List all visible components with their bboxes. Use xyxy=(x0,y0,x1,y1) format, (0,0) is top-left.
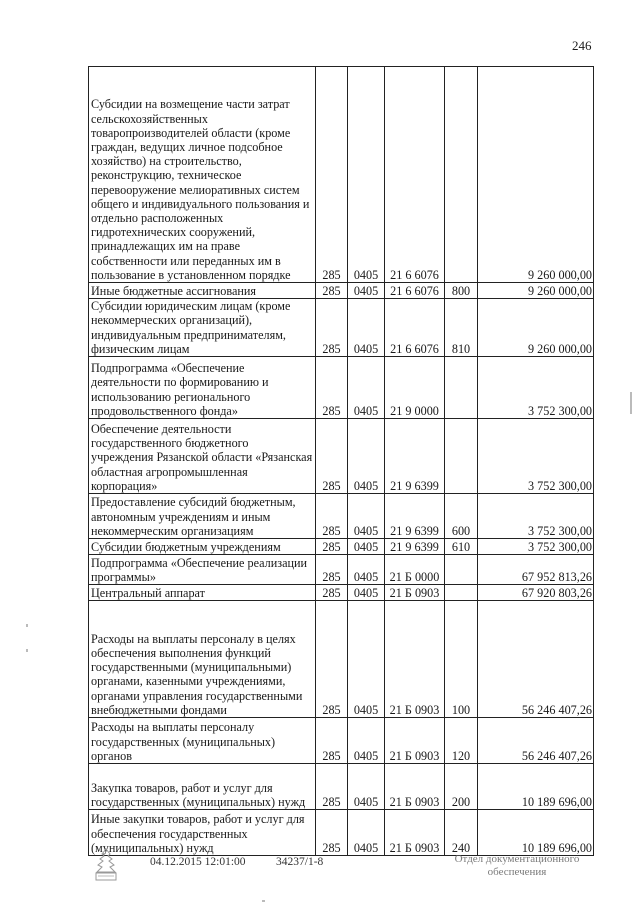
footer-code: 34237/1-8 xyxy=(276,856,324,868)
row-rz: 0405 xyxy=(348,601,385,718)
row-amount: 9 260 000,00 xyxy=(478,299,594,357)
row-gr: 285 xyxy=(316,585,348,601)
row-name: Расходы на выплаты персоналу в целях обеспечения выполнения функций государственными (муниципальными) органами, казенными учреждениями, органами управления государственными внебюджетными фондами xyxy=(89,601,316,718)
stamp-line-2: обеспечения xyxy=(487,866,547,878)
stamp-line-1: Отдел документационного xyxy=(454,853,580,865)
row-name: Субсидии юридическим лицам (кроме некоммерческих организаций), индивидуальным предпринимателям, физическим лицам xyxy=(89,299,316,357)
row-gr: 285 xyxy=(316,601,348,718)
row-amount: 3 752 300,00 xyxy=(478,357,594,419)
row-cs: 21 Б 0903 xyxy=(385,810,445,856)
row-name: Иные закупки товаров, работ и услуг для обеспечения государственных (муниципальных) нужд xyxy=(89,810,316,856)
row-cs: 21 9 6399 xyxy=(385,494,445,539)
row-amount: 56 246 407,26 xyxy=(478,601,594,718)
row-rz: 0405 xyxy=(348,585,385,601)
row-rz: 0405 xyxy=(348,357,385,419)
row-vr: 200 xyxy=(445,764,478,810)
table-row xyxy=(89,539,594,555)
row-cs: 21 Б 0903 xyxy=(385,718,445,764)
row-amount: 3 752 300,00 xyxy=(478,419,594,494)
row-vr xyxy=(445,419,478,494)
row-cs: 21 6 6076 xyxy=(385,67,445,283)
row-vr xyxy=(445,67,478,283)
row-amount: 3 752 300,00 xyxy=(478,539,594,555)
row-vr: 120 xyxy=(445,718,478,764)
row-name: Подпрограмма «Обеспечение реализации программы» xyxy=(89,555,316,585)
row-vr xyxy=(445,585,478,601)
row-rz: 0405 xyxy=(348,539,385,555)
row-amount: 56 246 407,26 xyxy=(478,718,594,764)
row-gr: 285 xyxy=(316,810,348,856)
row-gr: 285 xyxy=(316,283,348,299)
scan-mark xyxy=(630,392,632,414)
row-vr: 100 xyxy=(445,601,478,718)
row-rz: 0405 xyxy=(348,718,385,764)
row-amount: 10 189 696,00 xyxy=(478,764,594,810)
row-cs: 21 Б 0903 xyxy=(385,585,445,601)
row-cs: 21 9 0000 xyxy=(385,357,445,419)
row-cs: 21 6 6076 xyxy=(385,283,445,299)
row-vr: 810 xyxy=(445,299,478,357)
row-vr xyxy=(445,555,478,585)
budget-table xyxy=(88,66,594,856)
row-cs: 21 Б 0000 xyxy=(385,555,445,585)
row-rz: 0405 xyxy=(348,555,385,585)
row-amount: 10 189 696,00 xyxy=(478,810,594,856)
department-stamp xyxy=(438,853,596,879)
scan-mark xyxy=(26,624,28,627)
table-row xyxy=(89,718,594,764)
row-name: Обеспечение деятельности государственного бюджетного учреждения Рязанской области «Рязанская областная агропромышленная корпорация» xyxy=(89,419,316,494)
row-vr: 600 xyxy=(445,494,478,539)
table-row xyxy=(89,283,594,299)
scan-mark xyxy=(262,900,265,902)
table-row xyxy=(89,764,594,810)
row-vr: 240 xyxy=(445,810,478,856)
row-name: Закупка товаров, работ и услуг для государственных (муниципальных) нужд xyxy=(89,764,316,810)
row-amount: 9 260 000,00 xyxy=(478,67,594,283)
row-cs: 21 Б 0903 xyxy=(385,764,445,810)
row-gr: 285 xyxy=(316,67,348,283)
table-row xyxy=(89,299,594,357)
row-gr: 285 xyxy=(316,357,348,419)
page-number: 246 xyxy=(572,38,592,53)
row-rz: 0405 xyxy=(348,67,385,283)
row-amount: 3 752 300,00 xyxy=(478,494,594,539)
row-name: Субсидии бюджетным учреждениям xyxy=(89,539,316,555)
table-row xyxy=(89,601,594,718)
row-gr: 285 xyxy=(316,494,348,539)
row-gr: 285 xyxy=(316,718,348,764)
table-row xyxy=(89,810,594,856)
row-name: Субсидии на возмещение части затрат сельскохозяйственных товаропроизводителей области (кроме граждан, ведущих личное подсобное хозяйство) на строительство, реконструкцию, техническое перевооружение мелиоративных систем общего и индивидуального пользования и отдельно расположенных гидротехнических сооружений, принадлежащих им на праве собственности или переданных им в пользование в установленном порядке xyxy=(89,67,316,283)
row-vr: 610 xyxy=(445,539,478,555)
row-vr: 800 xyxy=(445,283,478,299)
row-rz: 0405 xyxy=(348,810,385,856)
scan-mark xyxy=(26,649,28,652)
coat-of-arms-icon xyxy=(92,847,120,883)
row-rz: 0405 xyxy=(348,764,385,810)
table-row xyxy=(89,494,594,539)
row-name: Предоставление субсидий бюджетным, автономным учреждениям и иным некоммерческим организациям xyxy=(89,494,316,539)
row-cs: 21 6 6076 xyxy=(385,299,445,357)
row-cs: 21 Б 0903 xyxy=(385,601,445,718)
row-name: Подпрограмма «Обеспечение деятельности по формированию и использованию регионального продовольственного фонда» xyxy=(89,357,316,419)
row-cs: 21 9 6399 xyxy=(385,539,445,555)
row-vr xyxy=(445,357,478,419)
row-rz: 0405 xyxy=(348,494,385,539)
row-gr: 285 xyxy=(316,555,348,585)
table-row xyxy=(89,585,594,601)
row-name: Иные бюджетные ассигнования xyxy=(89,283,316,299)
row-amount: 67 952 813,26 xyxy=(478,555,594,585)
row-name: Центральный аппарат xyxy=(89,585,316,601)
row-amount: 9 260 000,00 xyxy=(478,283,594,299)
row-gr: 285 xyxy=(316,419,348,494)
row-rz: 0405 xyxy=(348,283,385,299)
row-gr: 285 xyxy=(316,299,348,357)
row-rz: 0405 xyxy=(348,419,385,494)
table-row xyxy=(89,357,594,419)
table-row xyxy=(89,67,594,283)
footer-date: 04.12.2015 12:01:00 xyxy=(150,856,246,868)
table-row xyxy=(89,555,594,585)
row-name: Расходы на выплаты персоналу государственных (муниципальных) органов xyxy=(89,718,316,764)
row-cs: 21 9 6399 xyxy=(385,419,445,494)
row-gr: 285 xyxy=(316,539,348,555)
budget-table-body xyxy=(89,67,594,856)
row-gr: 285 xyxy=(316,764,348,810)
table-row xyxy=(89,419,594,494)
row-rz: 0405 xyxy=(348,299,385,357)
row-amount: 67 920 803,26 xyxy=(478,585,594,601)
